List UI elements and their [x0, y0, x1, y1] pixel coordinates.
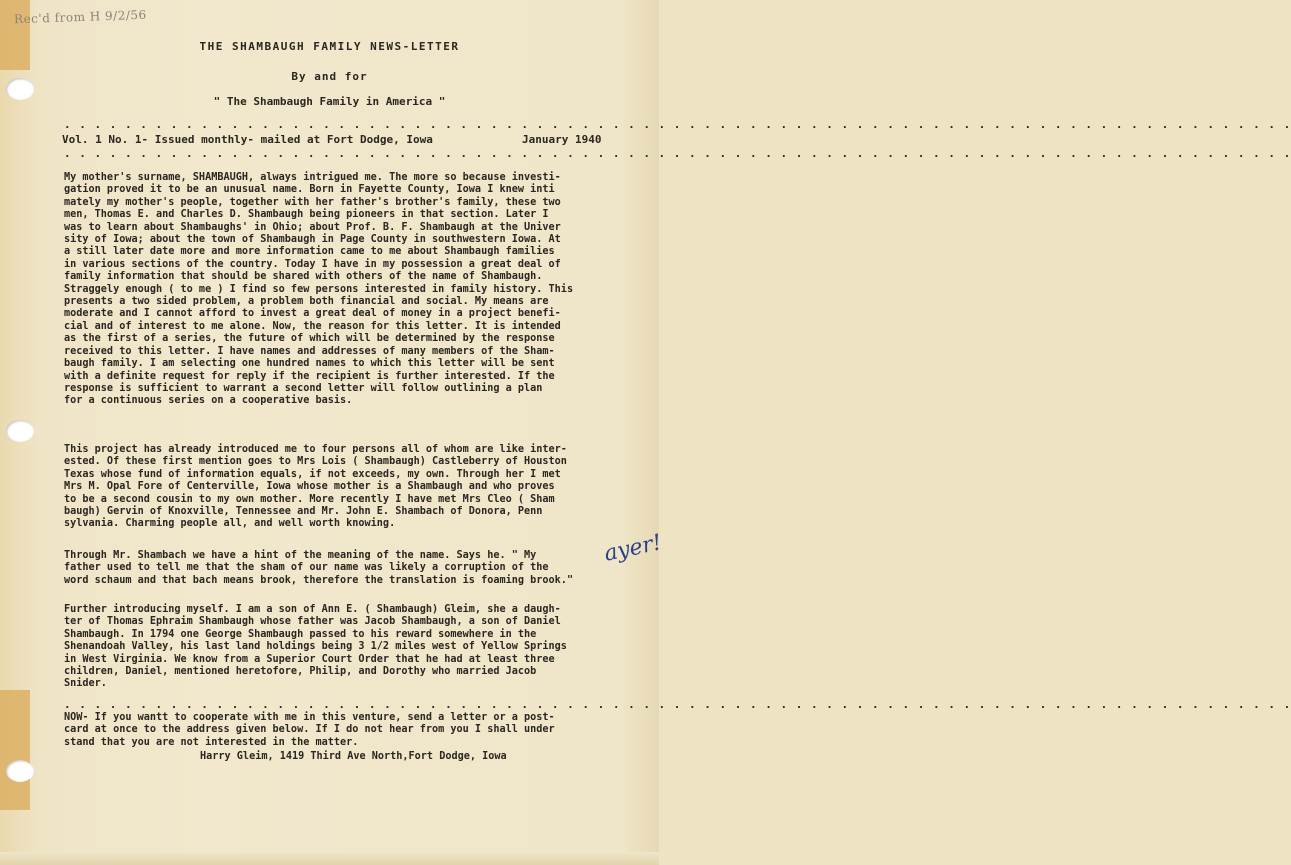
dotted-rule: . . . . . . . . . . . . . . . . . . . . . . . . . . . . . . . . . . . . . . . . . . . . . . . . . . . . . . . . . . . . . . . . . . . . . . . . . . . . . . . . .: [64, 698, 1291, 711]
issue-date: January 1940: [522, 133, 602, 146]
paragraph-contacts: This project has already introduced me to four persons all of whom are like inter- ested. Of these first mention goes to Mrs Lois ( Shambaugh) Castleberry of Houston Texas whose fund of information equals, if not exceeds, my own. Through her I met Mrs M. Opal Fore of Centerville, Iowa whose mother is a Shambaugh and who proves to be a second cousin to my own mother. More recently I have met Mrs Cleo ( Sham baugh) Gervin of Knoxville, Tennessee and Mr. John E. Shambach of Donora, Penn sylvania. Charming people all, and well worth knowing.: [64, 444, 567, 530]
tape-strip: [0, 690, 30, 810]
paragraph-intro: My mother's surname, SHAMBAUGH, always intrigued me. The more so because investi- gation proved it to be an unusual name. Born in Fayette County, Iowa I knew inti mately my mother's people, together with her father's brother's family, these two men, Thomas E. and Charles D. Shambaugh being pioneers in that section. Later I was to learn about Shambaughs' in Ohio; about Prof. B. F. Shambaugh at the Univer sity of Iowa; about the town of Shambaugh in Page County in southwestern Iowa. At a still later date more and more information came to me about Shambaugh families in various sections of the country. Today I have in my possession a great deal of family information that should be shared with others of the name of Shambaugh. Straggely enough ( to me ) I find so few persons interested in family history. This presents a two sided problem, a problem both financial and social. My means are moderate and I cannot afford to invest a great deal of money in a project benefi- cial and of interest to me alone. Now, the reason for this letter. It is intended as the first of a series, the future of which will be determined by the response received to this letter. I have names and addresses of many members of the Sham- baugh family. I am selecting one hundred names to which this letter will be sent with a definite request for reply if the recipient is further interested. If the response is sufficient to warrant a second letter will follow outlining a plan for a continuous series on a cooperative basis.: [64, 172, 574, 407]
page-edge: [0, 852, 659, 865]
punch-hole: [6, 420, 34, 442]
issue-line: Vol. 1 No. 1- Issued monthly- mailed at Fort Dodge, Iowa: [62, 133, 433, 146]
punch-hole: [6, 760, 34, 782]
paragraph-request: NOW- If you wantt to cooperate with me in this venture, send a letter or a post- card at once to the address given below. If I do not hear from you I shall under stand that you are not interested in the matter.: [64, 712, 555, 748]
ink-annotation: ayer!: [602, 530, 664, 567]
dotted-rule: . . . . . . . . . . . . . . . . . . . . . . . . . . . . . . . . . . . . . . . . . . . . . . . . . . . . . . . . . . . . . . . . . . . . . . . . . . . . . . . . .: [64, 147, 1291, 160]
pencil-annotation: Rec'd from H 9/2/56: [13, 7, 147, 27]
byline: By and for: [291, 70, 368, 83]
paragraph-genealogy: Further introducing myself. I am a son of Ann E. ( Shambaugh) Gleim, she a daugh- ter of Thomas Ephraim Shambaugh whose father was Jacob Shambaugh, a son of Daniel Shambaugh. In 1794 one George Shambaugh passed to his reward somewhere in the Shenandoah Valley, his last land holdings being 3 1/2 miles west of Yellow Springs in West Virginia. We know from a Superior Court Order that he had at least three children, Daniel, mentioned heretofore, Philip, and Dorothy who married Jacob Snider.: [64, 604, 567, 690]
signature-address: Harry Gleim, 1419 Third Ave North,Fort Dodge, Iowa: [200, 751, 507, 762]
tape-strip: [0, 0, 30, 70]
subtitle: " The Shambaugh Family in America ": [213, 95, 446, 108]
paragraph-name-meaning: Through Mr. Shambach we have a hint of the meaning of the name. Says he. " My father used to tell me that the sham of our name was likely a corruption of the word schaum and that bach means brook, therefore the translation is foaming brook.": [64, 550, 574, 586]
newsletter-title: THE SHAMBAUGH FAMILY NEWS-LETTER: [199, 40, 460, 53]
dotted-rule: . . . . . . . . . . . . . . . . . . . . . . . . . . . . . . . . . . . . . . . . . . . . . . . . . . . . . . . . . . . . . . . . . . . . . . . . . . . . . . . . .: [64, 118, 1291, 131]
